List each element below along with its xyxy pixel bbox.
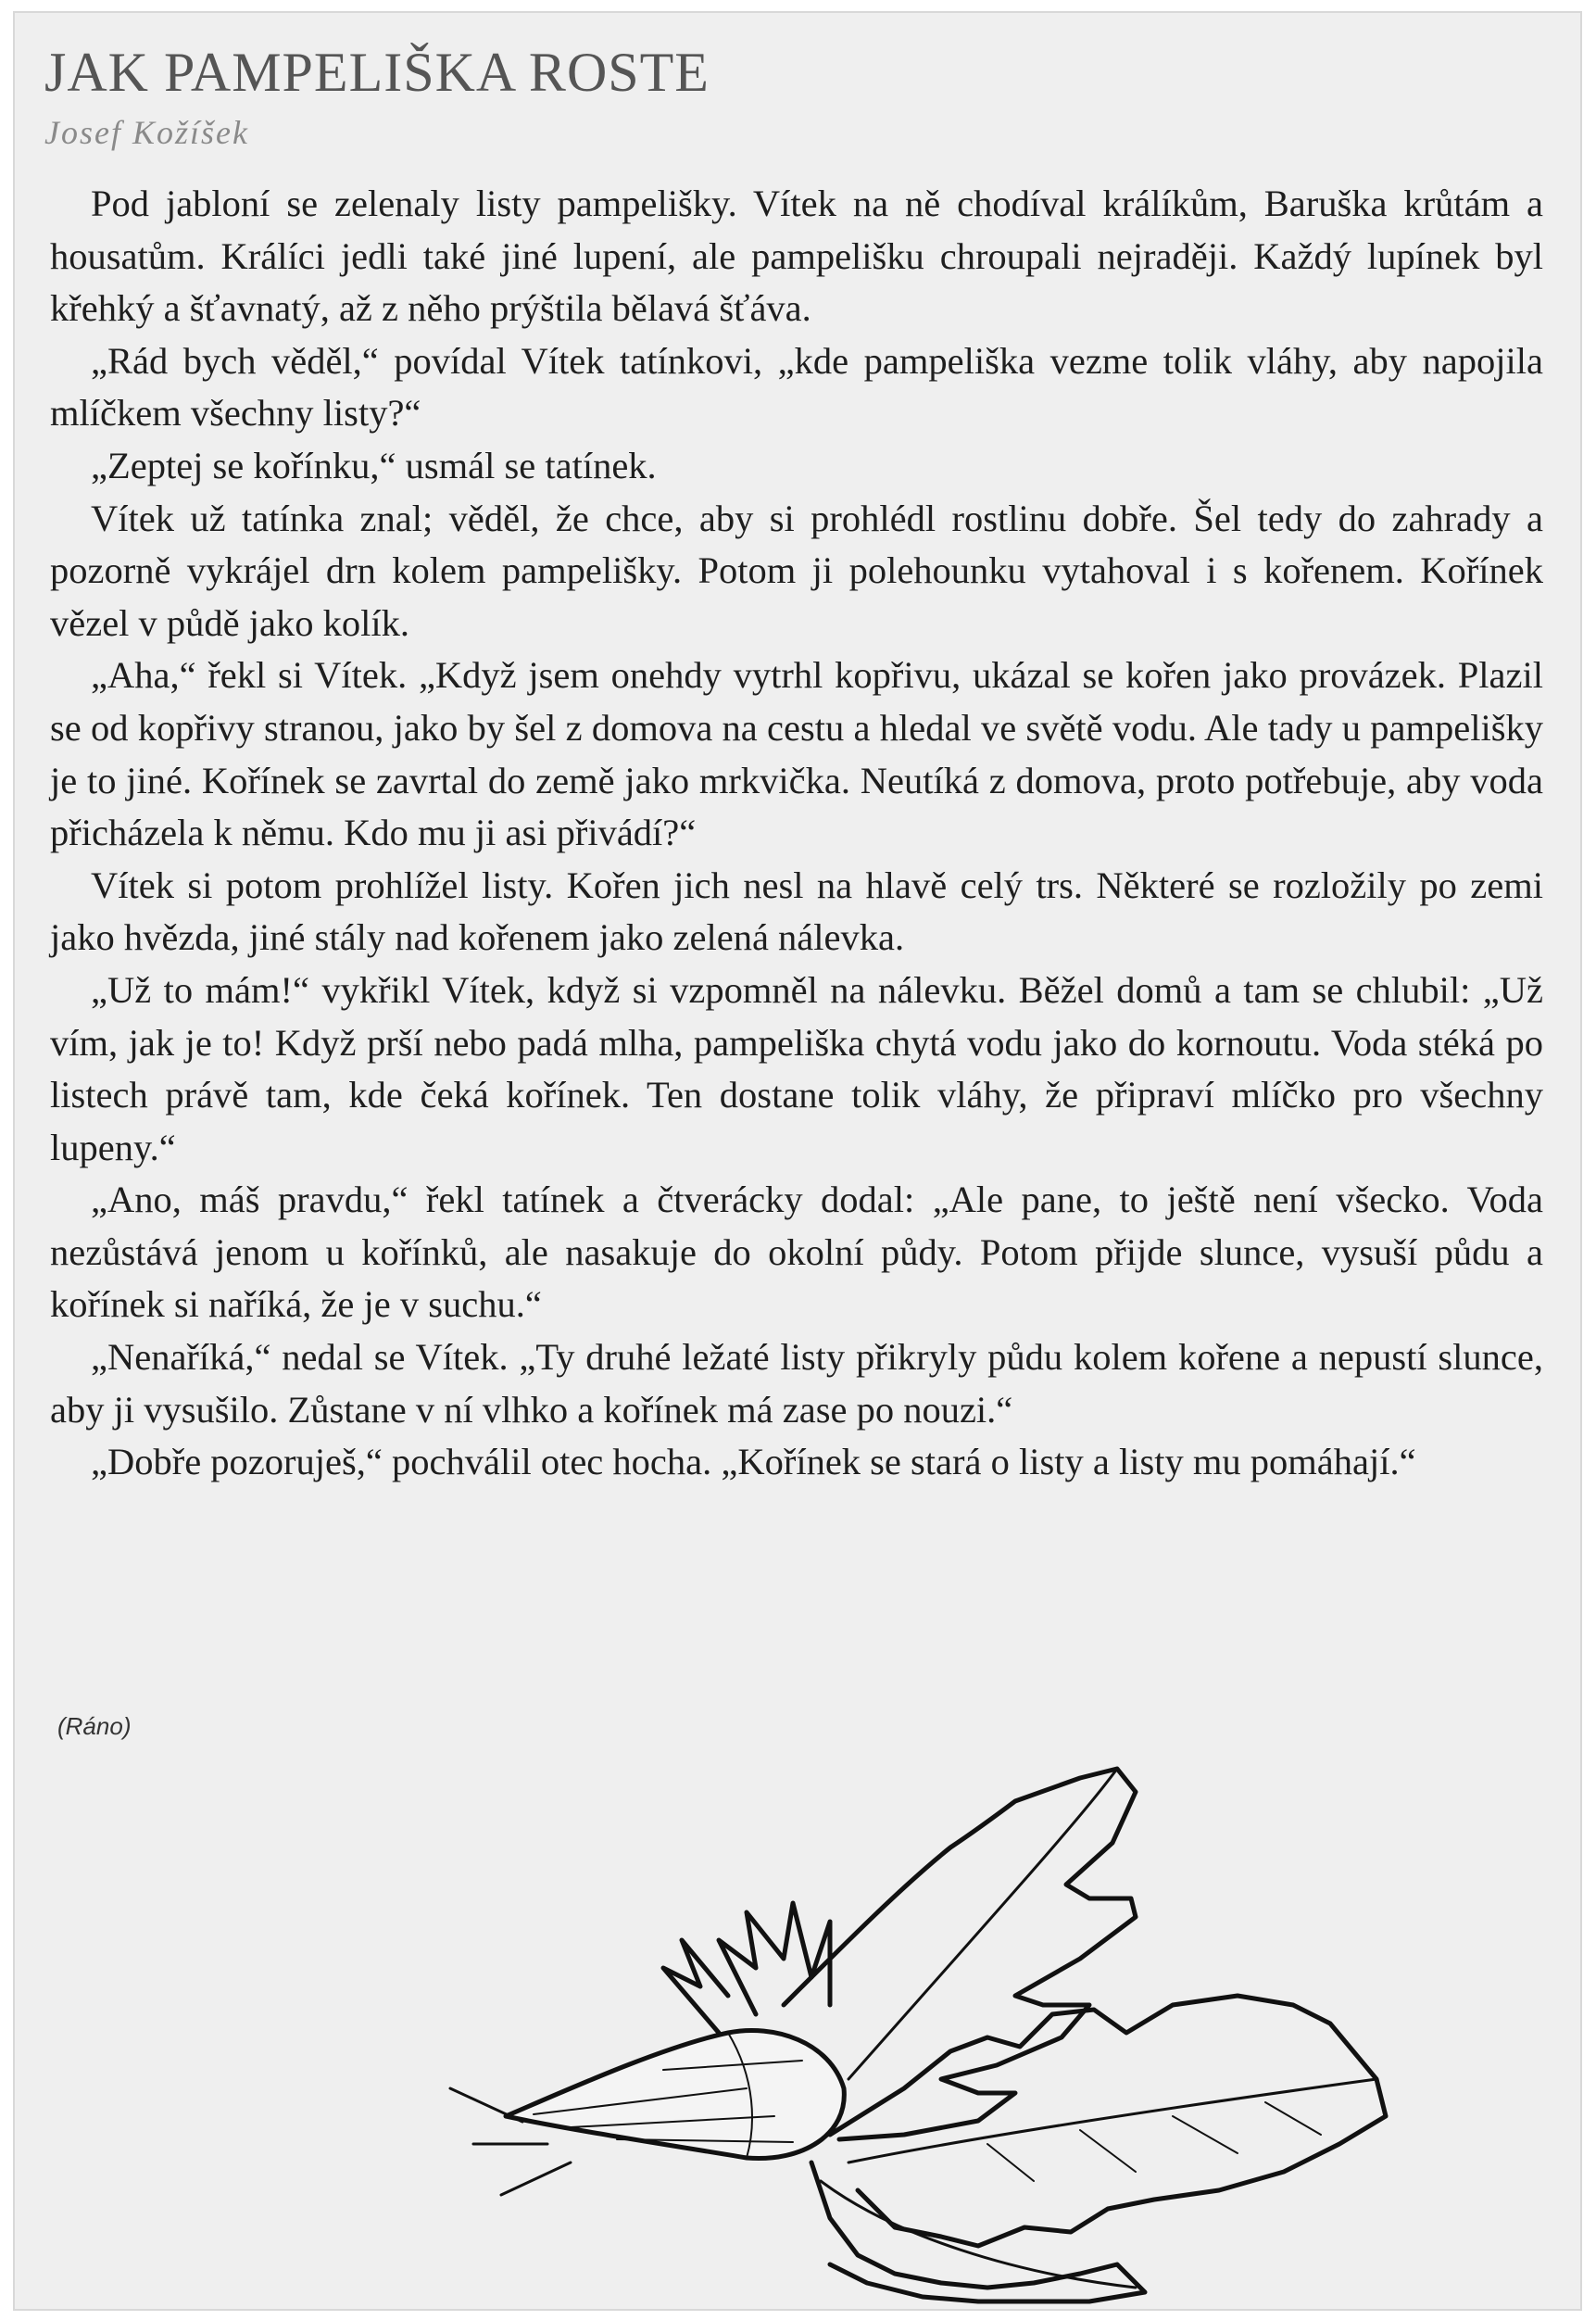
paragraph: Vítek si potom prohlížel listy. Kořen jich nesl na hlavě celý trs. Některé se rozložily po zemi jako hvězda, jiné stály nad kořenem jako zelená nálevka. [50,864,1543,959]
source-note: (Ráno) [57,1712,132,1740]
root [506,2031,844,2159]
paragraph: „Aha,“ řekl si Vítek. „Když jsem onehdy vytrhl kopřivu, ukázal se kořen jako provázek. Plazil se od kopřivy stranou, jako by šel z domova na cestu a hledal ve světě vodu. Ale tady u pampelišky je to jiné. Kořínek se zavrtal do země jako mrkvička. Neutíká z domova, proto potřebuje, aby voda přicházela k němu. Kdo mu ji asi přivádí?“ [50,654,1543,854]
dandelion-illustration [15,13,1580,2309]
story-title: JAK PAMPELIŠKA ROSTE [44,42,710,103]
leaf-right [830,1996,1386,2246]
book-page [13,11,1582,2311]
paragraph: Vítek už tatínka znal; věděl, že chce, aby si prohlédl rostlinu dobře. Šel tedy do zahrady a pozorně vykrájel drn kolem pampelišky. Potom ji polehounku vytahoval i s kořenem. Kořínek vězel v půdě jako kolík. [50,497,1543,644]
paragraph: Pod jabloní se zelenaly listy pampelišky. Vítek na ně chodíval králíkům, Baruška krůtám a housatům. Králíci jedli také jiné lupení, ale pampelišku chroupali nejraději. Každý lupínek byl křehký a šťavnatý, až z něho prýštila bělavá šťáva. [50,183,1543,330]
paragraph: „Ano, máš pravdu,“ řekl tatínek a čtverácky dodal: „Ale pane, to ještě není všecko. Voda nezůstává jenom u kořínků, ale nasakuje do okolní půdy. Potom přijde slunce, vysuší půdu a kořínek si naříká, že je v suchu.“ [50,1179,1543,1326]
paragraph: „Nenaříká,“ nedal se Vítek. „Ty druhé ležaté listy přikryly půdu kolem kořene a nepustí slunce, aby ji vysušilo. Zůstane v ní vlhko a kořínek má zase po nouzi.“ [50,1336,1543,1431]
paragraph: „Dobře pozoruješ,“ pochválil otec hocha. „Kořínek se stará o listy a listy mu pomáhají.“ [91,1441,1416,1483]
paragraph: „Zeptej se kořínku,“ usmál se tatínek. [91,444,657,486]
paragraph: „Rád bych věděl,“ povídal Vítek tatínkovi, „kde pampeliška vezme tolik vláhy, aby napojila mlíčkem všechny listy?“ [50,339,1543,435]
author-name: Josef Kožíšek [44,114,249,151]
paragraph: „Už to mám!“ vykřikl Vítek, když si vzpomněl na nálevku. Běžel domů a tam se chlubil: „Už vím, jak je to! Když prší nebo padá mlha, pampeliška chytá vodu jako do kornoutu. Voda stéká po listech právě tam, kde čeká kořínek. Ten dostane tolik vláhy, že připraví mlíčko pro všechny lupeny.“ [50,968,1543,1168]
